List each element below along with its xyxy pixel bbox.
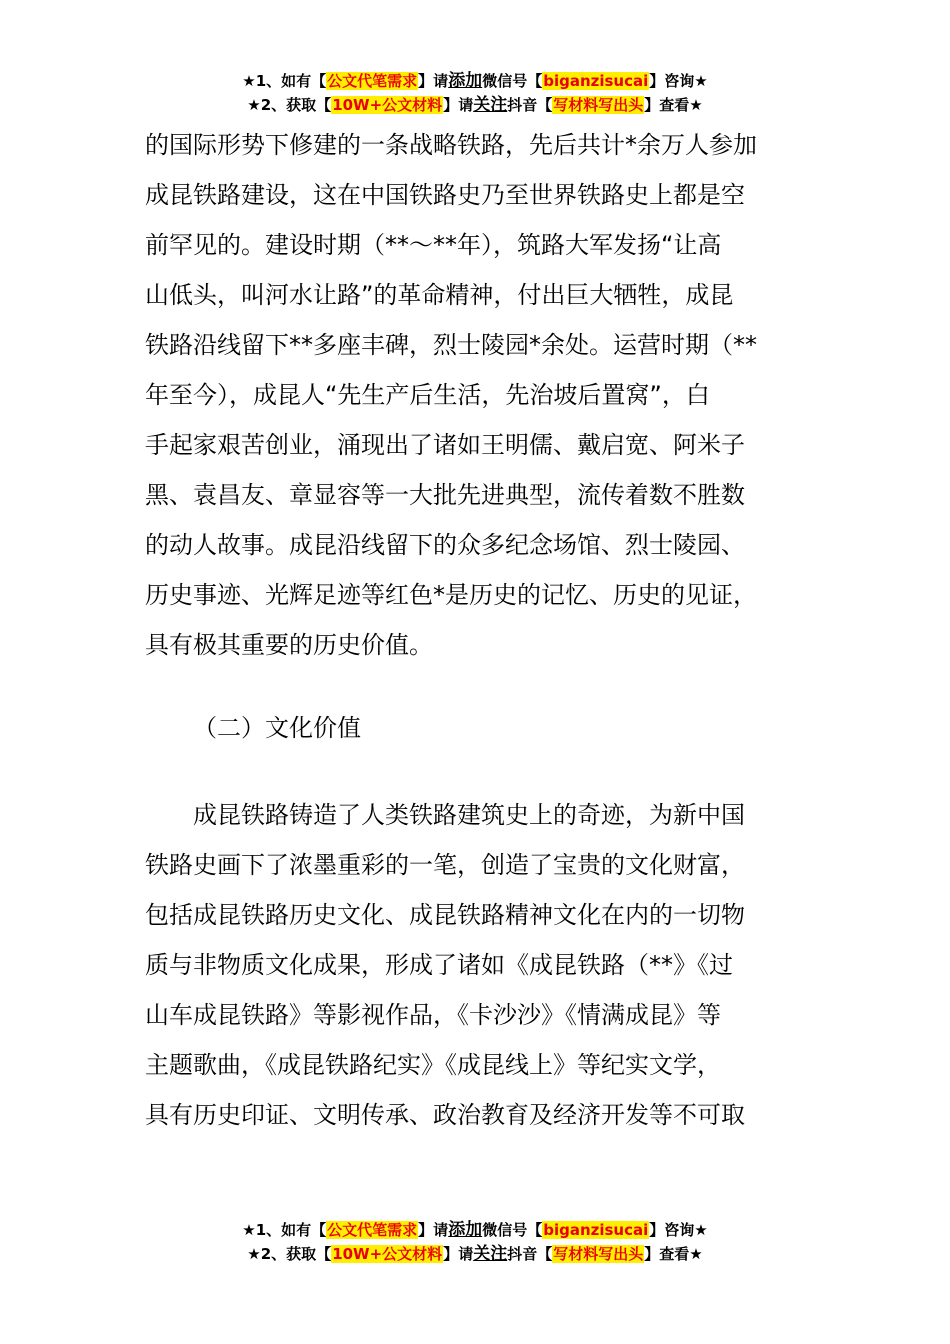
section-heading [145, 703, 805, 753]
highlight-douyin-account: 写材料写出头 [553, 96, 644, 114]
banner-text: 】请 [443, 1245, 474, 1263]
text-line: 历史事迹、光辉足迹等红色*是历史的记忆、历史的见证， [145, 581, 757, 609]
text-line: 山车成昆铁路》等影视作品，《卡沙沙》《情满成昆》等 [145, 1001, 721, 1029]
text-line: 的动人故事。成昆沿线留下的众多纪念场馆、烈士陵园、 [145, 531, 745, 559]
banner-line-2 [0, 94, 950, 118]
text-line: 主题歌曲，《成昆铁路纪实》《成昆线上》等纪实文学， [145, 1051, 721, 1079]
header-banner [0, 70, 950, 118]
banner-line-1 [0, 1219, 950, 1243]
highlight-douyin-account: 写材料写出头 [553, 1245, 644, 1263]
banner-text: 】咨询★ [649, 1221, 708, 1239]
paragraph-cultural-value [145, 790, 805, 1140]
emphasis-add: 添加 [448, 71, 483, 91]
banner-text: 】请 [418, 72, 449, 90]
banner-text: 】查看★ [644, 96, 703, 114]
banner-text: ★1、如有【 [242, 1221, 327, 1239]
text-line: 质与非物质文化成果，形成了诸如《成昆铁路（**》《过 [145, 951, 733, 979]
banner-text: 抖音【 [507, 96, 553, 114]
text-line: 的国际形势下修建的一条战略铁路，先后共计*余万人参加 [145, 131, 757, 159]
banner-text: 抖音【 [507, 1245, 553, 1263]
banner-text: ★2、获取【 [247, 96, 332, 114]
text-line: 铁路沿线留下**多座丰碑，烈士陵园*余处。运营时期（** [145, 331, 757, 359]
text-line: 年至今），成昆人“先生产后生活，先治坡后置窝”，白 [145, 381, 710, 409]
highlight-wechat-id: biganzisucai [543, 1221, 649, 1239]
highlight-service: 公文代笔需求 [327, 1221, 418, 1239]
banner-text: 微信号【 [482, 72, 543, 90]
text-line: 铁路史画下了浓墨重彩的一笔，创造了宝贵的文化财富， [145, 851, 745, 879]
heading-cultural-value: （二）文化价值 [193, 714, 361, 742]
text-line: 前罕见的。建设时期（**～**年），筑路大军发扬“让高 [145, 231, 722, 259]
text-line: 成昆铁路建设，这在中国铁路史乃至世界铁路史上都是空 [145, 181, 745, 209]
banner-text: 】查看★ [644, 1245, 703, 1263]
text-line: 具有历史印证、文明传承、政治教育及经济开发等不可取 [145, 1101, 745, 1129]
banner-text: 】请 [443, 96, 474, 114]
emphasis-follow: 关注 [473, 95, 508, 115]
banner-text: 微信号【 [482, 1221, 543, 1239]
text-line: 山低头，叫河水让路”的革命精神，付出巨大牺牲，成昆 [145, 281, 734, 309]
banner-line-2 [0, 1243, 950, 1267]
emphasis-add: 添加 [448, 1220, 483, 1240]
banner-line-1 [0, 70, 950, 94]
highlight-service: 公文代笔需求 [327, 72, 418, 90]
text-line: 具有极其重要的历史价值。 [145, 631, 433, 659]
banner-text: ★2、获取【 [247, 1245, 332, 1263]
text-line: 成昆铁路铸造了人类铁路建筑史上的奇迹，为新中国 [193, 801, 745, 829]
banner-text: 】请 [418, 1221, 449, 1239]
emphasis-follow: 关注 [473, 1244, 508, 1264]
text-line: 包括成昆铁路历史文化、成昆铁路精神文化在内的一切物 [145, 901, 745, 929]
highlight-wechat-id: biganzisucai [543, 72, 649, 90]
text-line: 黑、袁昌友、章显容等一大批先进典型，流传着数不胜数 [145, 481, 745, 509]
banner-text: 】咨询★ [649, 72, 708, 90]
banner-text: ★1、如有【 [242, 72, 327, 90]
footer-banner [0, 1219, 950, 1267]
paragraph-history-value [145, 120, 805, 670]
highlight-materials: 10W+公文材料 [332, 1245, 443, 1263]
text-line: 手起家艰苦创业，涌现出了诸如王明儒、戴启宽、阿米子 [145, 431, 745, 459]
highlight-materials: 10W+公文材料 [332, 96, 443, 114]
